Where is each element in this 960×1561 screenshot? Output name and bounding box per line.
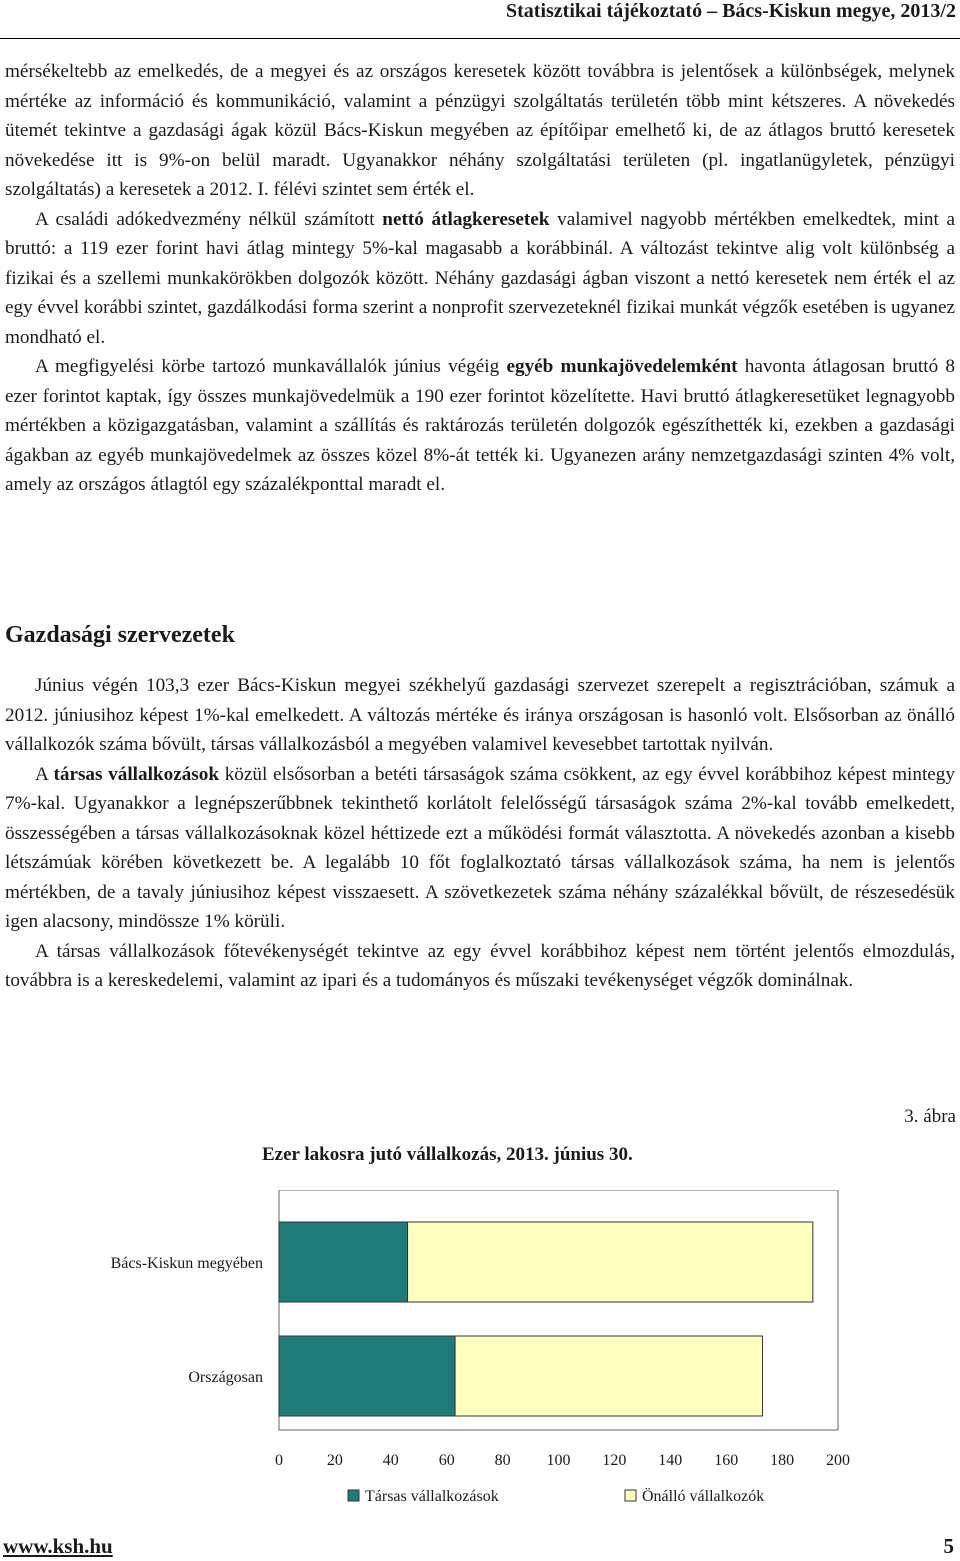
running-header: Statisztikai tájékoztató – Bács-Kiskun megye, 2013/2 [506, 0, 956, 22]
chart-title: Ezer lakosra jutó vállalkozás, 2013. június 30. [262, 1144, 633, 1165]
header-rule [0, 38, 960, 39]
x-tick-label: 60 [438, 1452, 455, 1469]
bold-term: társas vállalkozások [53, 763, 220, 785]
bold-term: nettó átlagkeresetek [382, 208, 550, 230]
x-tick-label: 180 [770, 1452, 795, 1469]
x-tick-label: 20 [326, 1452, 343, 1469]
x-tick-label: 40 [382, 1452, 399, 1469]
x-tick-label: 0 [275, 1452, 283, 1469]
bar-tarsas-orszagos [279, 1336, 455, 1416]
category-label: Országosan [188, 1369, 263, 1386]
paragraph [5, 205, 955, 353]
page-number: 5 [943, 1534, 954, 1558]
paragraph: mérsékeltebb az emelkedés, de a megyei és az országos keresetek között továbbra is jelentősek a különbségek, melynek mértéke az információ és kommunikáció, valamint a pénzügyi szolgáltatás területén több mint kétszeres. A növekedés ütemét tekintve a gazdasági ágak közül Bács-Kiskun megyében az építőipar emelhető ki, de az átlagos bruttó keresetek növekedése itt is 9%-on belül maradt. Ugyanakkor néhány szolgáltatási területen (pl. ingatlanügyletek, pénzügyi szolgáltatás) a keresetek a 2012. I. félévi szintet sem érték el. [5, 61, 955, 200]
legend-label: Önálló vállalkozók [642, 1488, 765, 1505]
paragraph: Június végén 103,3 ezer Bács-Kiskun megyei székhelyű gazdasági szervezet szerepelt a regisztrációban, számuk a 2012. júniusihoz képest 1%-kal emelkedett. A változás mértéke és iránya országosan is hasonló volt. Elsősorban az önálló vállalkozók száma bővült, társas vállalkozásból a megyében valamivel kevesebbet tartottak nyilván. [5, 675, 955, 755]
category-label: Bács-Kiskun megyében [110, 1255, 263, 1272]
x-tick-label: 120 [602, 1452, 627, 1469]
paragraph [5, 760, 955, 937]
text-run: A [35, 763, 54, 785]
text-run: havonta átlagosan bruttó 8 ezer forintot kaptak, így összes munkajövedelmük a 190 ezer forintot közelítette. Havi bruttó átlagkeresetüket legnagyobb mértékben a közigazgatásban, valamint a szállítás és raktározás területén dolgozók egészíthették ki, ezekben a gazdasági ágakban az egyéb munkajövedelmek az összes közel 8%-át tették ki. Ugyanezen arány nemzetgazdasági szinten 4% volt, amely az országos átlagtól egy százalékponttal maradt el. [5, 356, 955, 495]
x-tick-label: 200 [826, 1452, 850, 1469]
organizations-text-block [5, 671, 955, 996]
text-run: A családi adókedvezmény nélkül számított [35, 208, 383, 230]
ksh-link[interactable]: www.ksh.hu [3, 1534, 113, 1558]
earnings-text-block [5, 57, 955, 500]
bold-term: egyéb munkajövedelemként [506, 356, 738, 377]
x-tick-label: 160 [714, 1452, 739, 1469]
bar-onallo-bacs-kiskun [408, 1222, 813, 1302]
x-tick-label: 80 [494, 1452, 511, 1469]
x-tick-label: 100 [546, 1452, 571, 1469]
legend-swatch [348, 1490, 359, 1501]
figure-number: 3. ábra [904, 1106, 956, 1127]
section-heading: Gazdasági szervezetek [5, 622, 235, 648]
legend-swatch [625, 1490, 636, 1501]
text-run: valamivel nagyobb mértékben emelkedtek, mint a bruttó: a 119 ezer forint havi átlag mintegy 5%-kal magasabb a korábbinál. A változást tekintve alig volt különbség a fizikai és a szellemi munkakörökben dolgozók között. Néhány gazdasági ágban viszont a nettó keresetek nem érték el az egy évvel korábbi szintet, gazdálkodási forma szerint a nonprofit szervezeteknél fizikai munkát végzők esetében is ugyanez mondható el. [5, 208, 955, 348]
bar-tarsas-bacs-kiskun [279, 1222, 408, 1302]
paragraph: A társas vállalkozások főtevékenységét tekintve az egy évvel korábbihoz képest nem történt jelentős elmozdulás, továbbra is a kereskedelemi, valamint az ipari és a tudományos és műszaki tevékenységet végzők dominálnak. [5, 940, 955, 991]
text-run: A megfigyelési körbe tartozó munkavállalók június végéig [35, 356, 507, 377]
text-run: közül elsősorban a betéti társaságok száma csökkent, az egy évvel korábbihoz képest mintegy 7%-kal. Ugyanakkor a legnépszerűbbnek tekinthető korlátolt felelősségű társaságok száma 2%-kal tovább emelkedett, összességében a társas vállalkozásoknak közel héttizede ezt a működési formát választotta. A növekedés azonban a kisebb létszámúak körében következett be. A legalább 10 főt foglalkoztató társas vállalkozások száma, ha nem is jelentős mértékben, de a tavaly júniusihoz képest visszaesett. A szövetkezetek száma néhány százalékkal bővült, de részesedésük igen alacsony, mindössze 1% körüli. [5, 763, 955, 932]
business-density-chart [0, 1190, 960, 1520]
paragraph [5, 352, 955, 500]
bar-onallo-orszagos [455, 1336, 762, 1416]
legend-label: Társas vállalkozások [365, 1488, 499, 1505]
x-tick-label: 140 [658, 1452, 683, 1469]
